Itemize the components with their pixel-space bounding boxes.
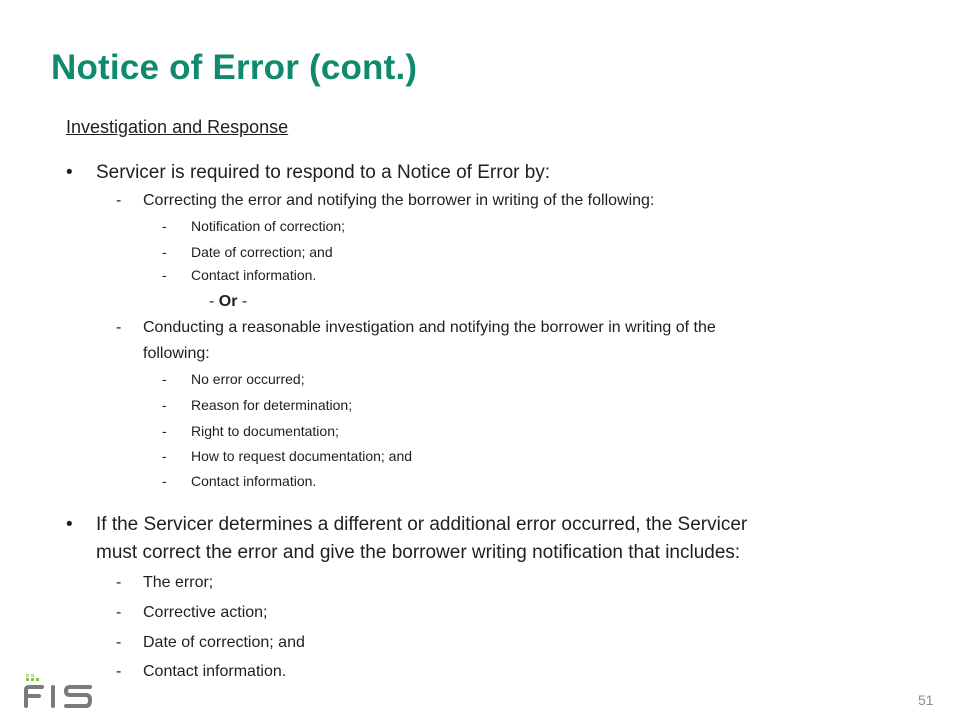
bullet-2-item: Date of correction; and bbox=[143, 634, 305, 651]
option-1-item: Notification of correction; bbox=[191, 218, 346, 234]
section-subheading: Investigation and Response bbox=[66, 117, 289, 137]
dash-marker: - bbox=[116, 192, 122, 209]
option-2-item: Contact information. bbox=[191, 473, 317, 489]
dash-marker: - bbox=[162, 473, 167, 489]
option-1-item: Contact information. bbox=[191, 267, 317, 283]
option-2-item: Right to documentation; bbox=[191, 423, 339, 439]
or-separator: - Or - bbox=[209, 293, 248, 310]
bullet-2-item: Contact information. bbox=[143, 663, 287, 680]
dash-marker: - bbox=[162, 244, 167, 260]
dash-marker: - bbox=[162, 267, 167, 283]
dash-marker: - bbox=[162, 448, 167, 464]
dash-marker: - bbox=[116, 574, 122, 591]
page-number: 51 bbox=[918, 692, 934, 708]
dash-marker: - bbox=[116, 634, 122, 651]
fis-logo bbox=[24, 674, 96, 710]
bullet-1-text: Servicer is required to respond to a Notice of Error by: bbox=[96, 162, 551, 183]
option-2-text-line1: Conducting a reasonable investigation and notifying the borrower in writing of the bbox=[143, 319, 716, 336]
dash-marker: - bbox=[162, 218, 167, 234]
dash-marker: - bbox=[116, 604, 122, 621]
option-2-item: How to request documentation; and bbox=[191, 448, 413, 464]
dash-marker: - bbox=[162, 423, 167, 439]
dash-marker: - bbox=[116, 663, 122, 680]
option-2-item: Reason for determination; bbox=[191, 397, 353, 413]
bullet-marker: • bbox=[66, 514, 73, 535]
option-1-item: Date of correction; and bbox=[191, 244, 333, 260]
dash-marker: - bbox=[162, 371, 167, 387]
dash-marker: - bbox=[162, 397, 167, 413]
bullet-2-item: The error; bbox=[143, 574, 214, 591]
slide-title: Notice of Error (cont.) bbox=[51, 48, 418, 87]
bullet-2-item: Corrective action; bbox=[143, 604, 268, 621]
option-2-item: No error occurred; bbox=[191, 371, 305, 387]
dash-marker: - bbox=[116, 319, 122, 336]
option-1-text: Correcting the error and notifying the borrower in writing of the following: bbox=[143, 192, 655, 209]
bullet-marker: • bbox=[66, 162, 73, 183]
bullet-2-text-line1: If the Servicer determines a different or additional error occurred, the Servicer bbox=[96, 514, 748, 535]
bullet-2-text-line2: must correct the error and give the borrower writing notification that includes: bbox=[96, 542, 741, 563]
option-2-text-line2: following: bbox=[143, 345, 210, 362]
